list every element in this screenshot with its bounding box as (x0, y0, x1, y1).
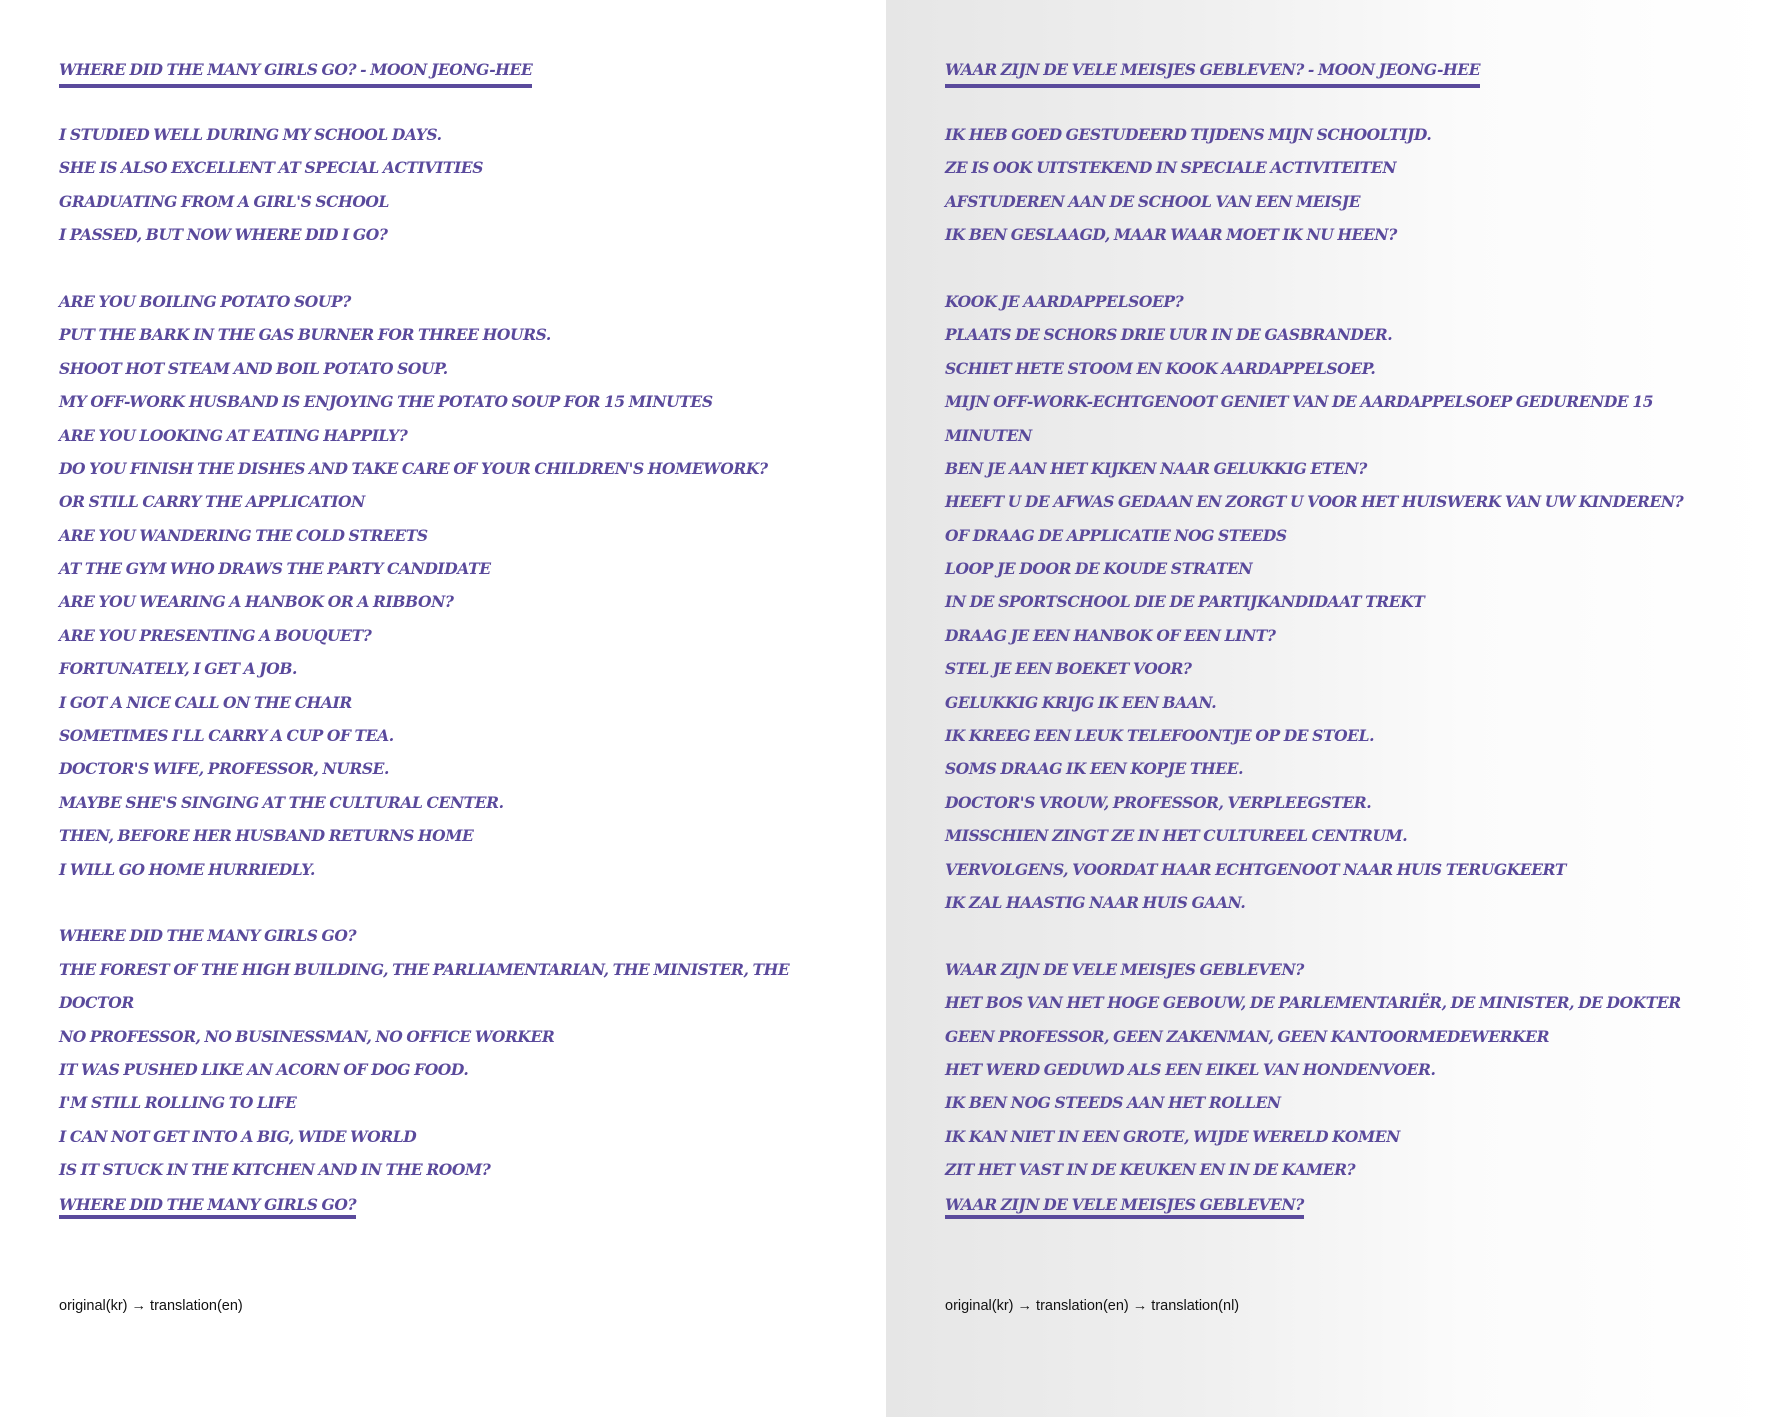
poem-line: OR STILL CARRY THE APPLICATION (59, 492, 365, 512)
poem-line: HET WERD GEDUWD ALS EEN EIKEL VAN HONDENVOER. (945, 1059, 1436, 1079)
poem-line: FORTUNATELY, I GET A JOB. (59, 659, 298, 679)
poem-line: THEN, BEFORE HER HUSBAND RETURNS HOME (59, 826, 474, 846)
poem-line: ARE YOU PRESENTING A BOUQUET? (59, 625, 372, 645)
poem-line: GEEN PROFESSOR, GEEN ZAKENMAN, GEEN KANTOORMEDEWERKER (945, 1026, 1550, 1046)
poem-line: DO YOU FINISH THE DISHES AND TAKE CARE OF YOUR CHILDREN'S HOMEWORK? (59, 458, 768, 478)
right-page (886, 0, 1772, 1417)
poem-line: ZE IS OOK UITSTEKEND IN SPECIALE ACTIVITEITEN (945, 158, 1397, 178)
poem-line: MISSCHIEN ZINGT ZE IN HET CULTUREEL CENTRUM. (945, 826, 1408, 846)
poem-line: MY OFF-WORK HUSBAND IS ENJOYING THE POTATO SOUP FOR 15 MINUTES (59, 392, 713, 412)
poem-closing-line: WHERE DID THE MANY GIRLS GO? (59, 1191, 356, 1219)
poem-line: WAAR ZIJN DE VELE MEISJES GEBLEVEN? (945, 959, 1304, 979)
translation-credit: original(kr) → translation(en) (59, 1298, 243, 1314)
poem-english (59, 56, 849, 1219)
poem-line: HEEFT U DE AFWAS GEDAAN EN ZORGT U VOOR HET HUISWERK VAN UW KINDEREN? (945, 492, 1684, 512)
poem-line: THE FOREST OF THE HIGH BUILDING, THE PARLIAMENTARIAN, THE MINISTER, THE (59, 959, 790, 979)
poem-line: SHE IS ALSO EXCELLENT AT SPECIAL ACTIVITIES (59, 158, 484, 178)
poem-line: I PASSED, BUT NOW WHERE DID I GO? (59, 225, 388, 245)
poem-line: IK KAN NIET IN EEN GROTE, WIJDE WERELD KOMEN (945, 1126, 1400, 1146)
poem-line: DOCTOR (59, 993, 134, 1013)
poem-line: AFSTUDEREN AAN DE SCHOOL VAN EEN MEISJE (945, 191, 1361, 211)
poem-line: ARE YOU WANDERING THE COLD STREETS (59, 525, 428, 545)
poem-line: SHOOT HOT STEAM AND BOIL POTATO SOUP. (59, 358, 448, 378)
poem-line: AT THE GYM WHO DRAWS THE PARTY CANDIDATE (59, 559, 491, 579)
poem-line: DOCTOR'S VROUW, PROFESSOR, VERPLEEGSTER. (945, 792, 1372, 812)
poem-line: PUT THE BARK IN THE GAS BURNER FOR THREE HOURS. (59, 325, 551, 345)
poem-line: STEL JE EEN BOEKET VOOR? (945, 659, 1192, 679)
poem-line: I GOT A NICE CALL ON THE CHAIR (59, 692, 352, 712)
stanza-1 (59, 118, 849, 252)
poem-line: SOMETIMES I'LL CARRY A CUP OF TEA. (59, 726, 394, 746)
poem-closing-line: WAAR ZIJN DE VELE MEISJES GEBLEVEN? (945, 1191, 1304, 1219)
poem-dutch (945, 56, 1735, 1219)
poem-line: MINUTEN (945, 425, 1032, 445)
stanza-3 (59, 919, 849, 1218)
poem-line: PLAATS DE SCHORS DRIE UUR IN DE GASBRANDER. (945, 325, 1393, 345)
stanza-1 (945, 118, 1735, 252)
poem-title: WAAR ZIJN DE VELE MEISJES GEBLEVEN? - MOON JEONG-HEE (945, 56, 1480, 88)
poem-line: SCHIET HETE STOOM EN KOOK AARDAPPELSOEP. (945, 358, 1376, 378)
stanza-2 (945, 285, 1735, 919)
poem-title: WHERE DID THE MANY GIRLS GO? - MOON JEONG-HEE (59, 56, 532, 88)
poem-line: I WILL GO HOME HURRIEDLY. (59, 859, 315, 879)
poem-line: IK BEN NOG STEEDS AAN HET ROLLEN (945, 1093, 1281, 1113)
stanza-3 (945, 953, 1735, 1219)
poem-line: IK ZAL HAASTIG NAAR HUIS GAAN. (945, 892, 1246, 912)
poem-line: GELUKKIG KRIJG IK EEN BAAN. (945, 692, 1217, 712)
poem-line: ARE YOU BOILING POTATO SOUP? (59, 291, 351, 311)
poem-line: MIJN OFF-WORK-ECHTGENOOT GENIET VAN DE AARDAPPELSOEP GEDURENDE 15 (945, 392, 1654, 412)
poem-line: ZIT HET VAST IN DE KEUKEN EN IN DE KAMER? (945, 1160, 1356, 1180)
poem-line: SOMS DRAAG IK EEN KOPJE THEE. (945, 759, 1244, 779)
poem-line: GRADUATING FROM A GIRL'S SCHOOL (59, 191, 390, 211)
poem-line: ARE YOU WEARING A HANBOK OR A RIBBON? (59, 592, 454, 612)
poem-line: NO PROFESSOR, NO BUSINESSMAN, NO OFFICE WORKER (59, 1026, 555, 1046)
poem-line: IK KREEG EEN LEUK TELEFOONTJE OP DE STOEL. (945, 726, 1375, 746)
poem-line: IK HEB GOED GESTUDEERD TIJDENS MIJN SCHOOLTIJD. (945, 125, 1432, 144)
poem-line: DRAAG JE EEN HANBOK OF EEN LINT? (945, 625, 1276, 645)
poem-line: MAYBE SHE'S SINGING AT THE CULTURAL CENTER. (59, 792, 504, 812)
poem-line: LOOP JE DOOR DE KOUDE STRATEN (945, 559, 1253, 579)
translation-credit: original(kr) → translation(en) → translation(nl) (945, 1298, 1240, 1314)
poem-line: HET BOS VAN HET HOGE GEBOUW, DE PARLEMENTARIËR, DE MINISTER, DE DOKTER (945, 993, 1681, 1013)
poem-line: I'M STILL ROLLING TO LIFE (59, 1093, 297, 1113)
stanza-2 (59, 285, 849, 886)
poem-line: IT WAS PUSHED LIKE AN ACORN OF DOG FOOD. (59, 1059, 469, 1079)
poem-line: IS IT STUCK IN THE KITCHEN AND IN THE ROOM? (59, 1160, 491, 1180)
poem-line: WHERE DID THE MANY GIRLS GO? (59, 926, 357, 946)
poem-line: VERVOLGENS, VOORDAT HAAR ECHTGENOOT NAAR HUIS TERUGKEERT (945, 859, 1566, 879)
poem-line: DOCTOR'S WIFE, PROFESSOR, NURSE. (59, 759, 390, 779)
poem-line: OF DRAAG DE APPLICATIE NOG STEEDS (945, 525, 1287, 545)
poem-line: KOOK JE AARDAPPELSOEP? (945, 291, 1184, 311)
poem-line: IN DE SPORTSCHOOL DIE DE PARTIJKANDIDAAT TREKT (945, 592, 1425, 612)
poem-line: ARE YOU LOOKING AT EATING HAPPILY? (59, 425, 408, 445)
poem-line: IK BEN GESLAAGD, MAAR WAAR MOET IK NU HEEN? (945, 225, 1397, 245)
poem-line: I STUDIED WELL DURING MY SCHOOL DAYS. (59, 125, 442, 144)
poem-line: BEN JE AAN HET KIJKEN NAAR GELUKKIG ETEN? (945, 458, 1367, 478)
poem-line: I CAN NOT GET INTO A BIG, WIDE WORLD (59, 1126, 417, 1146)
